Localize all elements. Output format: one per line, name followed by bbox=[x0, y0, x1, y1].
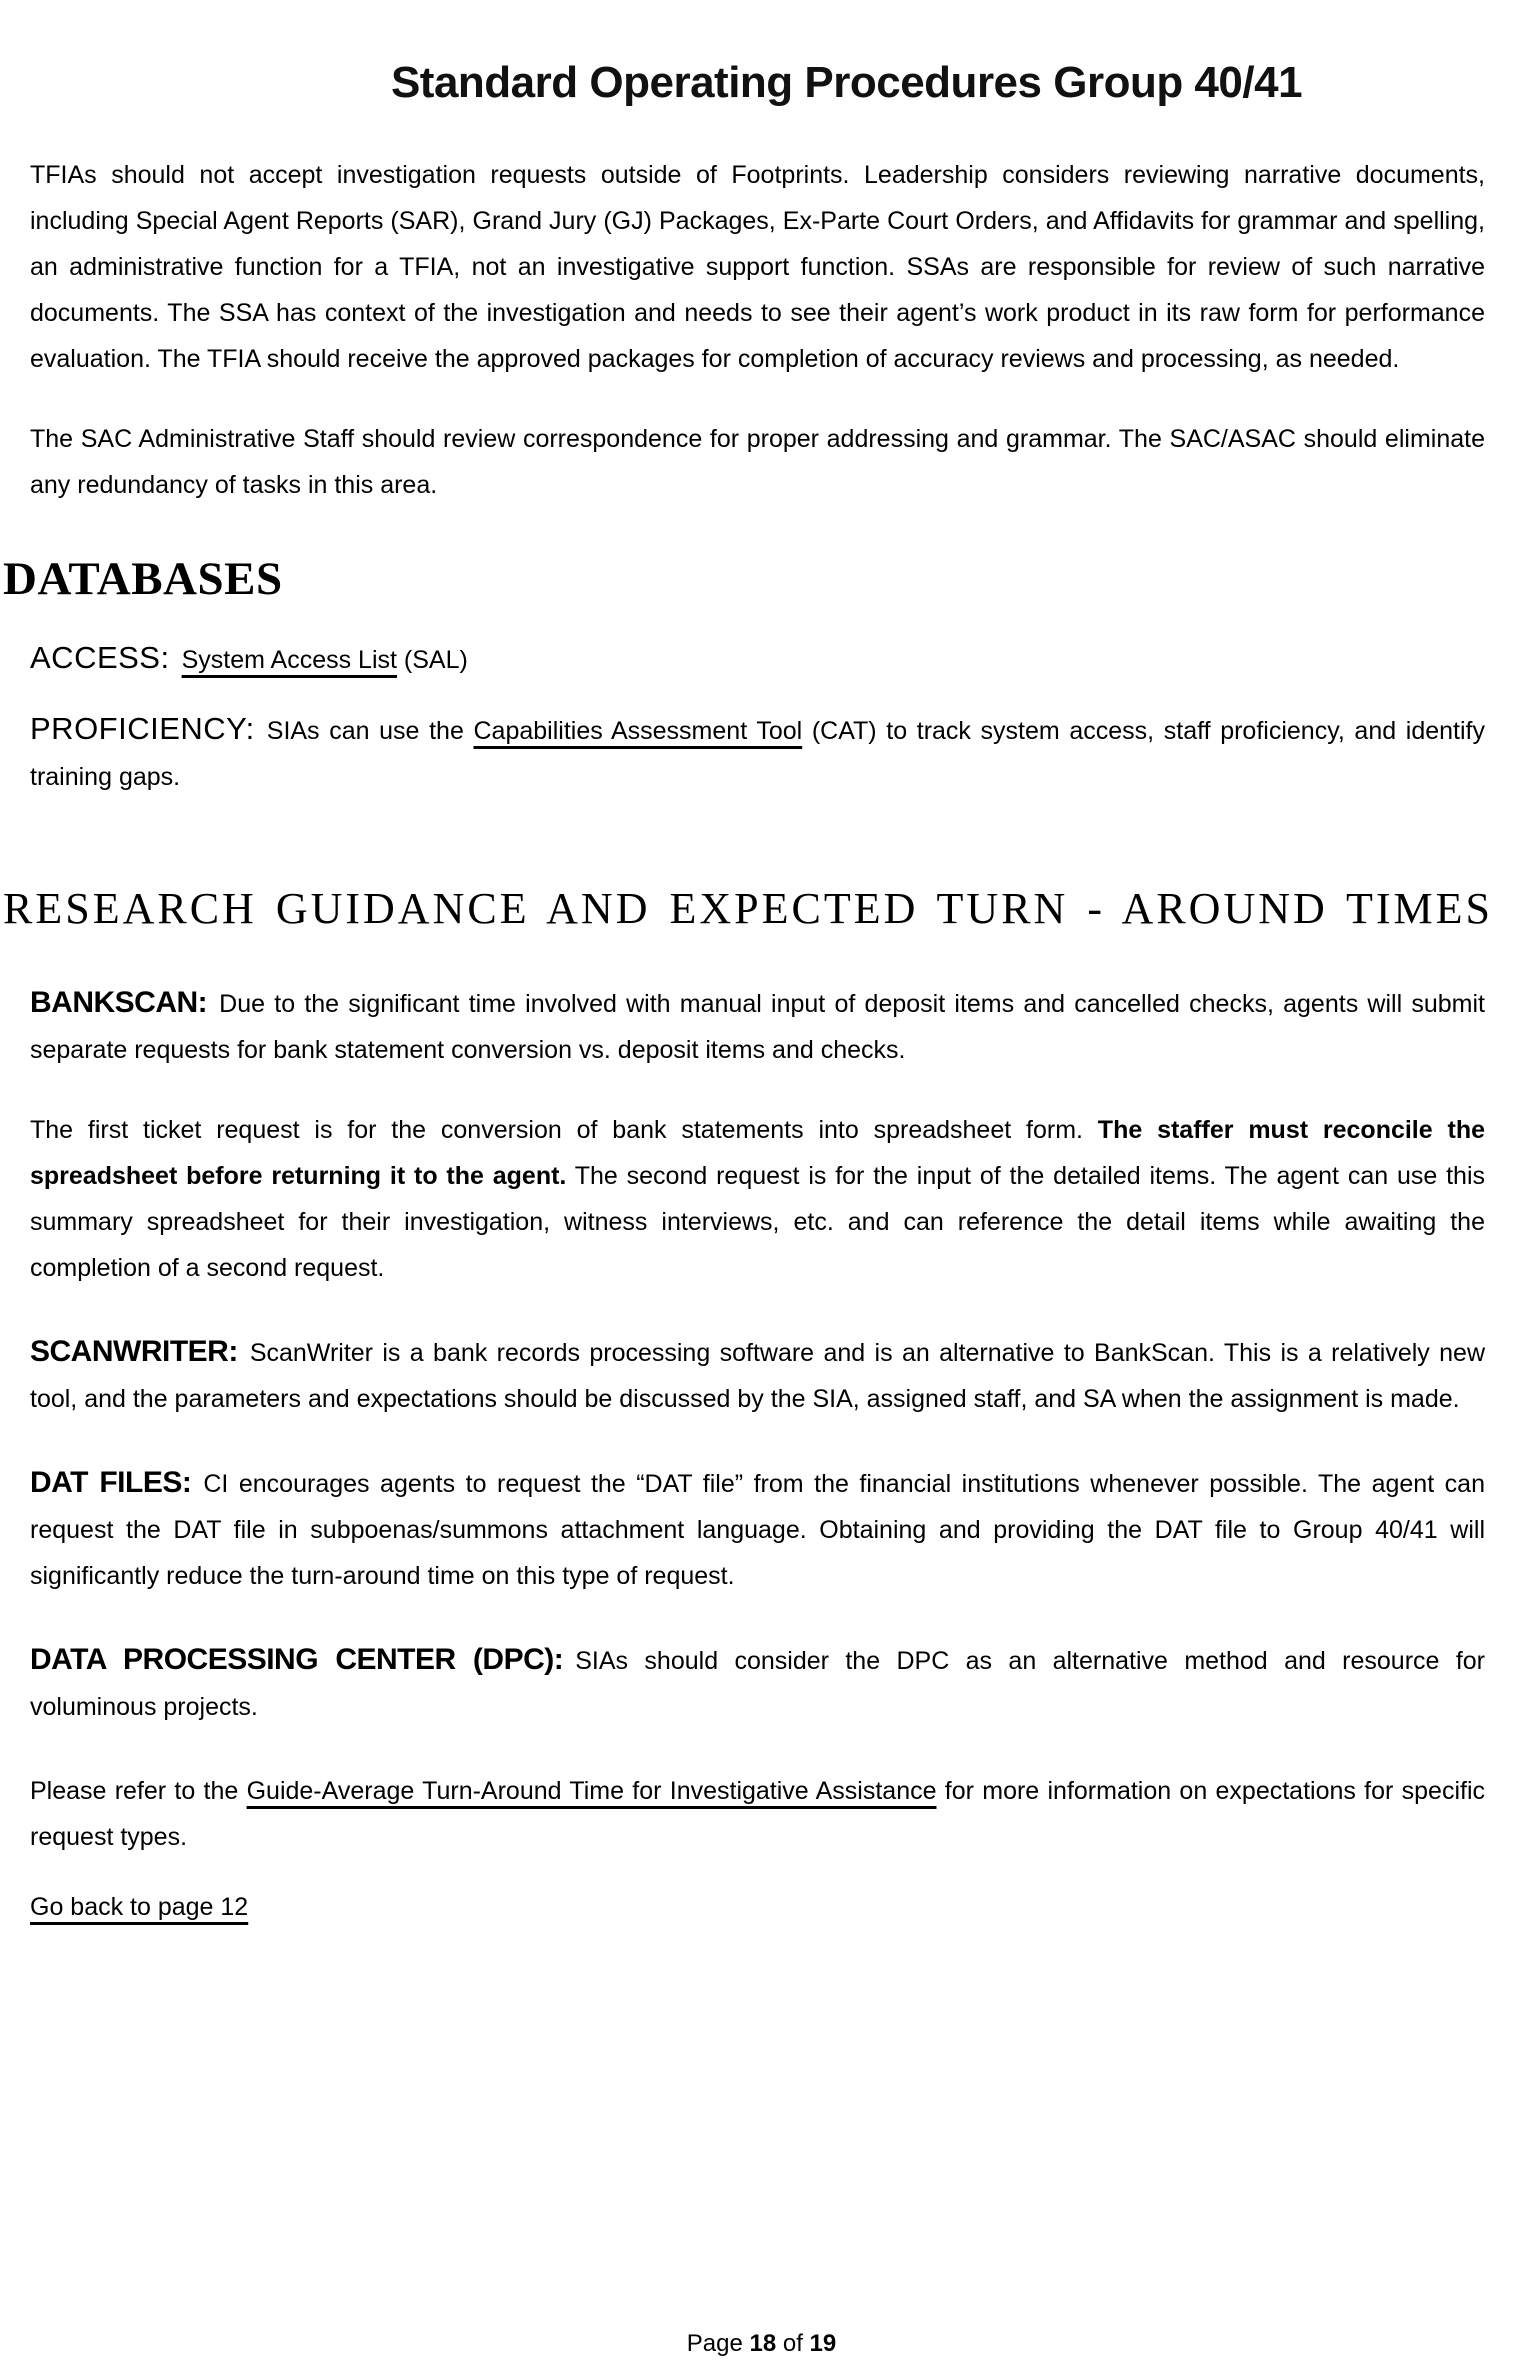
ticket-request-paragraph bbox=[30, 1107, 1485, 1291]
footer-current-page: 18 bbox=[749, 2330, 777, 2357]
dpc-label: DATA PROCESSING CENTER (DPC): bbox=[30, 1643, 564, 1677]
goback-line bbox=[30, 1884, 1485, 1930]
dat-files-text: CI encourages agents to request the “DAT file” from the financial institutions whenever possible. The agent can request the DAT file in subpoenas/summons attachment language. Obtaining and providing the DAT file to Group 40/41 will significantly reduce the turn-around time on this type of request. bbox=[30, 1470, 1485, 1591]
footer-page-label: Page bbox=[686, 2330, 750, 2357]
bankscan-text: Due to the significant time involved with manual input of deposit items and cancelled checks, agents will submit separate requests for bank statement conversion vs. deposit items and checks. bbox=[30, 990, 1485, 1065]
proficiency-text-post: (CAT) to track system access, staff proficiency, and identify training gaps. bbox=[30, 716, 1485, 791]
bankscan-label: BANKSCAN: bbox=[30, 986, 208, 1020]
page-title: Standard Operating Procedures Group 40/41 bbox=[390, 58, 1303, 107]
refer-text-pre: Please refer to the bbox=[30, 1777, 247, 1806]
intro-paragraph-2: The SAC Administrative Staff should review correspondence for proper addressing and grammar. The SAC/ASAC should eliminate any redundancy of tasks in this area. bbox=[30, 425, 1485, 499]
dat-files-paragraph bbox=[30, 1460, 1485, 1599]
access-suffix: (SAL) bbox=[396, 645, 468, 674]
scanwriter-label: SCANWRITER: bbox=[30, 1335, 238, 1369]
access-line bbox=[30, 632, 1485, 686]
scanwriter-text: ScanWriter is a bank records processing software and is an alternative to BankScan. This is a relatively new tool, and the parameters and expectations should be discussed by the SIA, assigned staff, and SA when the assignment is made. bbox=[30, 1339, 1485, 1414]
go-back-page-12-link[interactable]: Go back to page 12 bbox=[30, 1893, 249, 1922]
ticket-text-bold: The staffer must reconcile the spreadsheet before returning it to the agent. bbox=[30, 1116, 1485, 1191]
databases-heading: DATABASES bbox=[3, 553, 283, 605]
bankscan-paragraph bbox=[30, 980, 1485, 1073]
refer-text-post: for more information on expectations for specific request types. bbox=[30, 1777, 1486, 1852]
turnaround-guide-link[interactable]: Guide-Average Turn-Around Time for Investigative Assistance bbox=[246, 1777, 937, 1806]
refer-paragraph bbox=[30, 1768, 1485, 1860]
ticket-text-pre: The first ticket request is for the conversion of bank statements into spreadsheet form. bbox=[30, 1116, 1098, 1145]
proficiency-paragraph bbox=[30, 706, 1485, 800]
dpc-paragraph bbox=[30, 1637, 1485, 1730]
page-footer bbox=[0, 2330, 1523, 2358]
proficiency-label: PROFICIENCY: bbox=[30, 710, 255, 746]
intro-paragraph-1: TFIAs should not accept investigation requests outside of Footprints. Leadership considers reviewing narrative documents, including Special Agent Reports (SAR), Grand Jury (GJ) Packages, Ex-Parte Court Orders, and Affidavits for grammar and spelling, an administrative function for a TFIA, not an investigative support function. SSAs are responsible for review of such narrative documents. The SSA has context of the investigation and needs to see their agent’s work product in its raw form for performance evaluation. The TFIA should receive the approved packages for completion of accuracy reviews and processing, as needed. bbox=[30, 161, 1485, 373]
dat-files-label: DAT FILES: bbox=[30, 1466, 192, 1500]
dpc-text: SIAs should consider the DPC as an alternative method and resource for voluminous projects. bbox=[30, 1647, 1485, 1722]
ticket-text-post: The second request is for the input of the detailed items. The agent can use this summary spreadsheet for their investigation, witness interviews, etc. and can reference the detail items while awaiting the completion of a second request. bbox=[30, 1162, 1486, 1283]
capabilities-assessment-tool-link[interactable]: Capabilities Assessment Tool bbox=[473, 716, 803, 745]
system-access-list-link[interactable]: System Access List bbox=[181, 645, 397, 674]
access-label: ACCESS: bbox=[30, 639, 170, 675]
footer-total-pages: 19 bbox=[809, 2330, 837, 2357]
footer-of-label: of bbox=[776, 2330, 810, 2357]
scanwriter-paragraph bbox=[30, 1329, 1485, 1422]
proficiency-text-pre: SIAs can use the bbox=[266, 716, 474, 745]
research-guidance-heading: RESEARCH GUIDANCE AND EXPECTED TURN - AROUND TIMES bbox=[3, 883, 1493, 933]
